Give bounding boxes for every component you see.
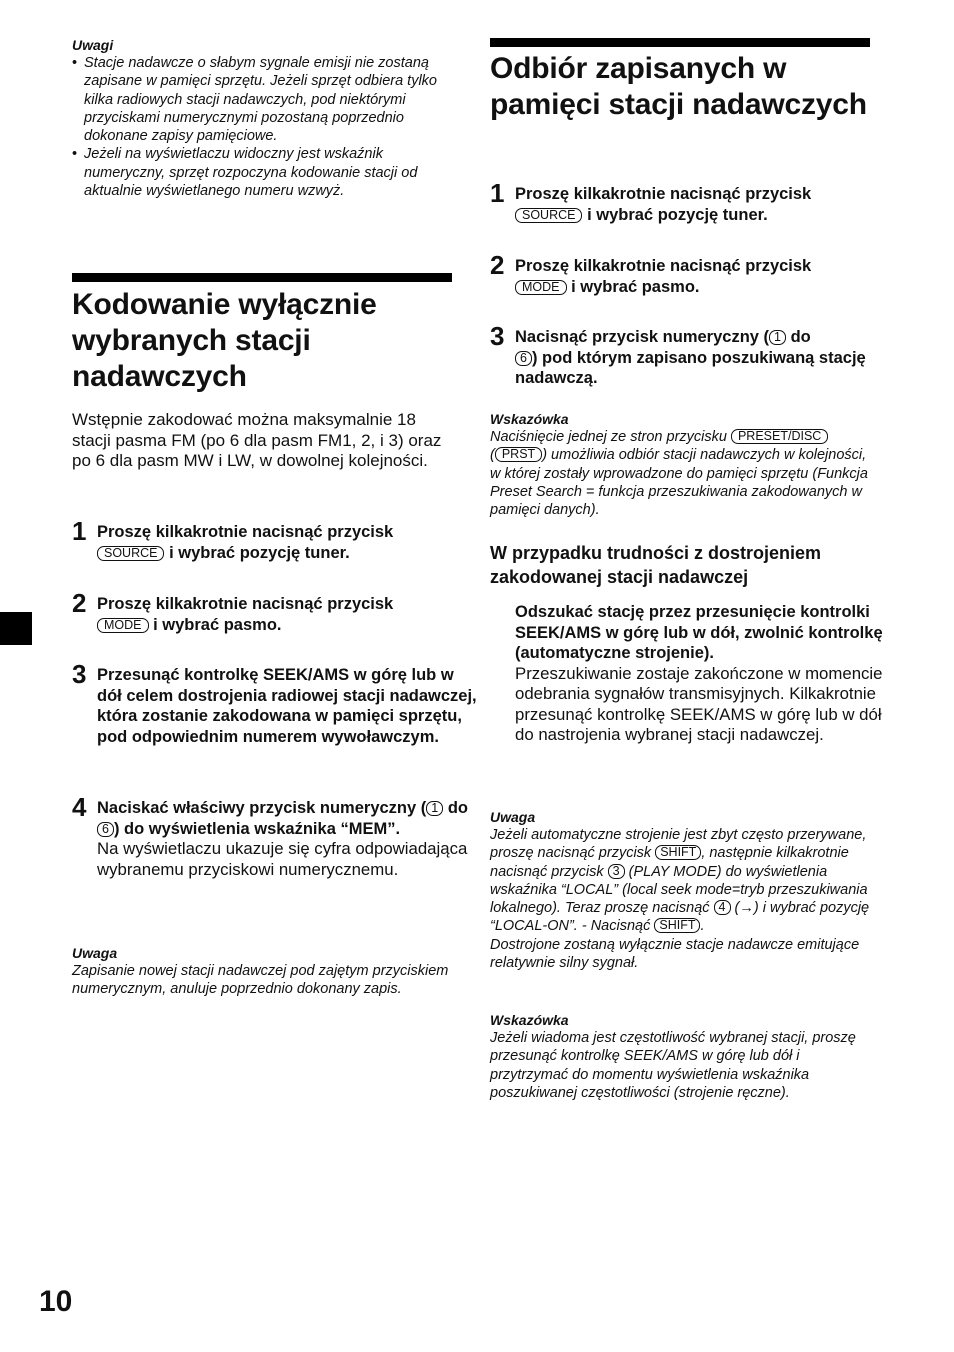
mode-key: MODE	[97, 618, 149, 633]
step-4: 4 Naciskać właściwy przycisk numeryczny ( 1 do 6 ) do wyświetlenia wskaźnika “MEM”. Na wyświetlaczu ukazuje się cyfra odpowiadająca wybranemu przyciskowi numerycznemu.	[72, 798, 477, 880]
shift-key: SHIFT	[655, 845, 701, 860]
step-3: 3 Przesunąć kontrolkę SEEK/AMS w górę lub w dół celem dostrojenia radiowej stacji nadawczej, która zostanie zakodowana w pamięci sprzętu, pod odpowiednim numerem wywoławczym.	[72, 659, 477, 746]
step-number: 1	[72, 516, 87, 546]
notes-list	[72, 54, 452, 200]
prst-key: PRST	[495, 447, 542, 462]
notes-title: Uwagi	[72, 37, 114, 53]
notes-block	[72, 36, 452, 200]
step-number: 1	[490, 178, 505, 208]
step-number: 3	[72, 659, 87, 689]
step-3: 3 Nacisnąć przycisk numeryczny ( 1 do 6 ) pod którym zapisano poszukiwaną stację nadawczą.	[490, 321, 866, 387]
tip-block	[490, 1011, 870, 1102]
step-number: 2	[72, 588, 87, 618]
seek-bold: Odszukać stację przez przesunięcie kontrolki SEEK/AMS w górę lub w dół, zwolnić kontrolkę (automatyczne strojenie).	[515, 603, 883, 662]
step-1: 1 Proszę kilkakrotnie nacisnąć przycisk SOURCE i wybrać pozycję tuner.	[72, 516, 394, 562]
step-1: 1 Proszę kilkakrotnie nacisnąć przycisk SOURCE i wybrać pozycję tuner.	[490, 178, 812, 224]
note-text: Jeżeli automatyczne strojenie jest zbyt często przerywane, proszę nacisnąć przycisk SHIFT , następnie kilkakrotnie nacisnąć przycisk 3 (PLAY MODE) do wyświetlenia wskaźnika “LOCAL” (local seek mode=tryb przeszukiwania lokalnego). Teraz proszę nacisnąć 4 (→) i wybrać pozycję “LOCAL-ON”. - Nacisnąć SHIFT . Dostrojone zostaną wyłącznie stacje nadawcze emitujące relatywnie silny sygnał.	[490, 827, 870, 972]
note-title: Uwaga	[490, 809, 536, 825]
subheading: W przypadku trudności z dostrojeniem zakodowanej stacji nadawczej	[490, 543, 822, 587]
key-4: 4	[714, 900, 731, 915]
note-block	[72, 944, 452, 999]
step-number: 2	[490, 250, 505, 280]
seek-text: Przeszukiwanie zostaje zakończone w momencie odebrania sygnałów transmisyjnych. Kilkakrotnie przesunąć kontrolkę SEEK/AMS w górę lub w dół do nastrojenia wybranej stacji nadawczej.	[515, 663, 883, 744]
notes-bullet: • Stacje nadawcze o słabym sygnale emisji nie zostaną zapisane w pamięci sprzętu. Jeżeli sprzęt odbiera tylko kilka radiowych stacji nadawczych, pod niektórymi przyciskami numerycznymi pozostaną poprzednio dokonane zapisy pamięciowe.	[72, 54, 452, 145]
step-4-detail: Na wyświetlaczu ukazuje się cyfra odpowiadająca wybranemu przyciskowi numerycznemu.	[97, 839, 468, 879]
mode-key: MODE	[515, 280, 567, 295]
note-title: Uwaga	[72, 945, 118, 961]
key-6: 6	[97, 822, 114, 837]
section-rule	[490, 38, 870, 47]
key-1: 1	[426, 801, 443, 816]
step-2: 2 Proszę kilkakrotnie nacisnąć przycisk MODE i wybrać pasmo.	[72, 588, 394, 634]
section-heading-left: Kodowanie wyłącznie wybranych stacji nadawczych	[72, 288, 377, 393]
section-rule	[72, 273, 452, 282]
note-block	[490, 808, 870, 972]
key-1: 1	[769, 330, 786, 345]
source-key: SOURCE	[97, 546, 164, 561]
section-tab-marker	[0, 612, 32, 645]
tip-text: Naciśnięcie jednej ze stron przycisku PRESET/DISC ( PRST ) umożliwia odbiór stacji nadawczych w kolejności, w której zostały wprowadzone do pamięci sprzętu (Funkcja Preset Search = funkcja przeszukiwania zakodowanych w pamięci danych).	[490, 429, 868, 519]
preset-disc-key: PRESET/DISC	[731, 429, 828, 444]
tip-text: Jeżeli wiadoma jest częstotliwość wybranej stacji, proszę przesunąć kontrolkę SEEK/AMS w górę lub dół i przytrzymać do momentu wyświetlenia wskaźnika poszukiwanej częstotliwości (strojenie ręczne).	[490, 1030, 856, 1101]
source-key: SOURCE	[515, 208, 582, 223]
page-number: 10	[39, 1285, 73, 1318]
step-2: 2 Proszę kilkakrotnie nacisnąć przycisk MODE i wybrać pasmo.	[490, 250, 812, 296]
key-6: 6	[515, 351, 532, 366]
seek-instruction	[490, 602, 895, 746]
section-heading-right: Odbiór zapisanych w pamięci stacji nadawczych	[490, 52, 867, 121]
notes-bullet: • Jeżeli na wyświetlaczu widoczny jest wskaźnik numeryczny, sprzęt rozpoczyna kodowanie stacji od aktualnie wyświetlanego numeru wzwyż.	[72, 145, 452, 200]
intro-paragraph: Wstępnie zakodować można maksymalnie 18 stacji pasma FM (po 6 dla pasm FM1, 2, i 3) oraz po 6 dla pasm MW i LW, w dowolnej kolejności.	[72, 410, 442, 470]
tip-title: Wskazówka	[490, 411, 569, 427]
tip-block	[490, 410, 870, 519]
note-text: Zapisanie nowej stacji nadawczej pod zajętym przyciskiem numerycznym, anuluje poprzednio dokonany zapis.	[72, 963, 449, 998]
tip-title: Wskazówka	[490, 1012, 569, 1028]
key-3: 3	[608, 864, 625, 879]
step-number: 3	[490, 321, 505, 351]
step-number: 4	[72, 792, 87, 822]
shift-key: SHIFT	[654, 918, 700, 933]
